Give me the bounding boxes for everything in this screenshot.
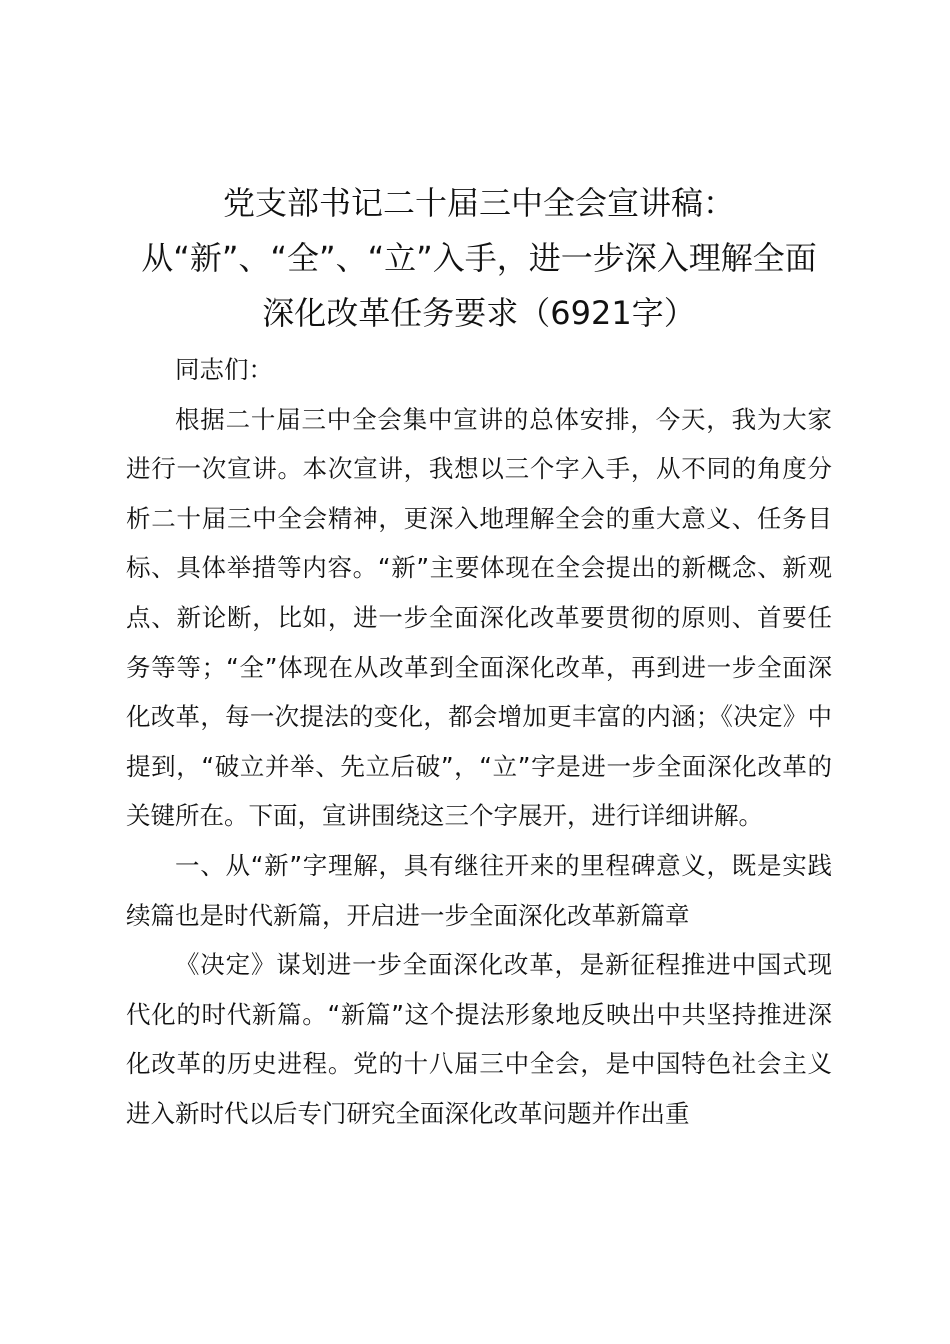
document-title: 党支部书记二十届三中全会宣讲稿：从“新”、“全”、“立”入手，进一步深入理解全面深化改革任务要求（6921字） [141, 184, 817, 332]
paragraph-section-1: 《决定》谋划进一步全面深化改革，是新征程推进中国式现代化的时代新篇。“新篇”这个提法形象地反映出中共坚持推进深化改革的历史进程。党的十八届三中全会，是中国特色社会主义进入新时代以后专门研究全面深化改革问题并作出重 [126, 950, 832, 1128]
document-body [126, 176, 832, 1139]
paragraph-intro: 根据二十届三中全会集中宣讲的总体安排，今天，我为大家进行一次宣讲。本次宣讲，我想以三个字入手，从不同的角度分析二十届三中全会精神，更深入地理解全会的重大意义、任务目标、具体举措等内容。“新”主要体现在全会提出的新概念、新观点、新论断，比如，进一步全面深化改革要贯彻的原则、首要任务等等；“全”体现在从改革到全面深化改革，再到进一步全面深化改革，每一次提法的变化，都会增加更丰富的内涵；《决定》中提到，“破立并举、先立后破”，“立”字是进一步全面深化改革的关键所在。下面，宣讲围绕这三个字展开，进行详细讲解。 [126, 404, 832, 831]
salutation: 同志们： [175, 355, 273, 384]
section-heading-1: 一、从“新”字理解，具有继往开来的里程碑意义，既是实践续篇也是时代新篇，开启进一步全面深化改革新篇章 [126, 850, 832, 930]
